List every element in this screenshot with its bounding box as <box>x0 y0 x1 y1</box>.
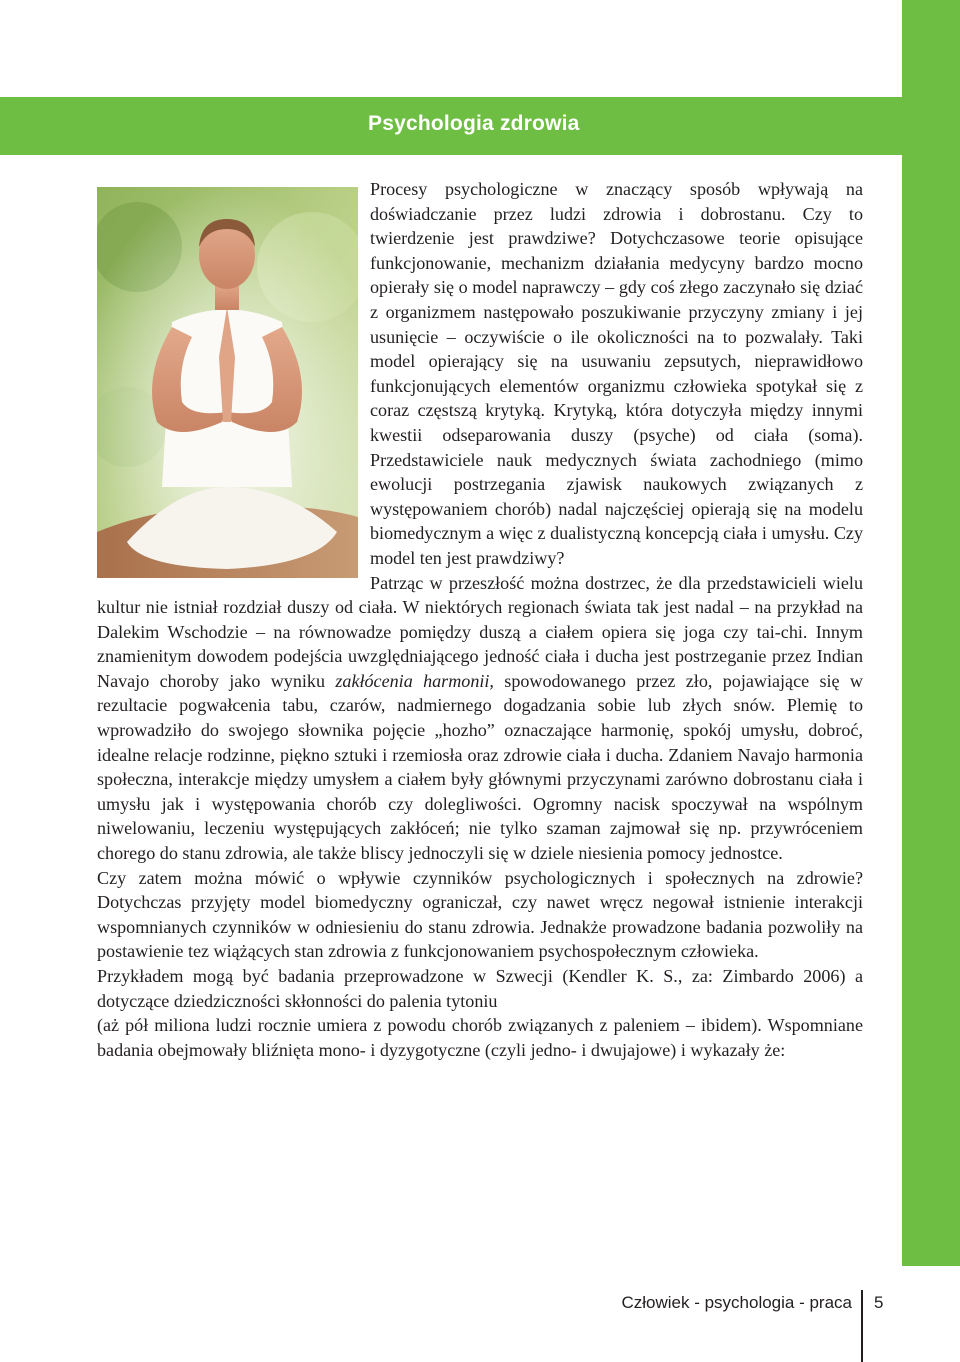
article-body <box>97 177 863 1062</box>
image-wrap-spacer <box>97 177 370 593</box>
paragraph-navajo <box>97 571 863 866</box>
paragraph-biomedical: Czy zatem można mówić o wpływie czynników psychologicznych i społecznych na zdrowie? Dotychczas przyjęty model biomedyczny ograniczał, czy nawet wręcz negował istnienie interakcji wspomnianych czynników w odniesieniu do stanu zdrowia. Jednakże prowadzone badania pozwoliły na postawienie tez wiążących stan zdrowia z funkcjonowaniem psychospołecznym człowieka. <box>97 867 863 962</box>
paragraph-twins: (aż pół miliona ludzi rocznie umiera z powodu chorób związanych z paleniem – ibidem). Wspomniane badania obejmowały bliźnięta mono- i dyzygotyczne (czyli jedno- i dwujajowe) i wykazały że: <box>97 1015 863 1060</box>
paragraph-example: Przykładem mogą być badania przeprowadzone w Szwecji (Kendler K. S., za: Zimbardo 2006) a dotyczące dziedziczności skłonności do palenia tytoniu <box>97 966 863 1011</box>
footer-divider <box>861 1290 863 1362</box>
running-footer-title: Człowiek - psychologia - praca <box>621 1293 852 1312</box>
page-number: 5 <box>874 1293 884 1312</box>
italic-term: zakłócenia harmonii, <box>335 670 494 691</box>
section-title: Psychologia zdrowia <box>368 112 580 135</box>
paragraph-navajo-part1: Patrząc w przeszłość można dostrzec, że dla przedstawicieli wielu kultur nie istniał rozdział duszy od ciała. W niektórych regionach świata tak jest nadal – na przykład na Dalekim Wschodzie – na równowadze pomiędzy duszą a ciałem opiera się joga czy tai-chi. Innym znamienitym dowodem podejścia uwzględniającego jedność ciała i ducha jest postrzeganie przez Indian Navajo choroby jako wyniku <box>97 572 863 691</box>
paragraph-navajo-part2: spowodowanego przez zło, pojawiające się w rezultacie pogwałcenia tabu, czarów, nadmiernego dogadzania sobie lub złych snów. Plemię to wprowadziło do swojego słownika pojęcie „hozho” oznaczające harmonię, spokój umysłu, dobroć, idealne relacje rodzinne, piękno sztuki i rzemiosła oraz zdrowie ciała i ducha. Zdaniem Navajo harmonia społeczna, interakcje między umysłem a ciałem były głównymi przyczynami zarówno dobrostanu ciała i umysłu jak i występowania chorób czy dolegliwości. Ogromny nacisk spoczywał na wspólnym niwelowaniu, leczeniu występujących zakłóceń; nie tylko szaman zajmował się np. przywróceniem chorego do stanu zdrowia, ale także bliscy jednoczyli się w dziele niesienia pomocy jednostce. <box>97 670 863 864</box>
section-header-band <box>0 97 902 155</box>
side-accent-bar <box>902 0 960 1266</box>
paragraph-intro: Procesy psychologiczne w znaczący sposób wpływają na doświadczanie przez ludzi zdrowia i dobrostanu. Czy to twierdzenie jest prawdziwe? Dotychczasowe teorie opisujące funkcjonowanie, mechanizm działania medycyny bardzo mocno opierały się o model naprawczy – gdy coś złego zaczynało się dziać z organizmem następowało poszukiwanie przyczyny zmiany i jej usunięcie – oczywiście o ile okoliczności na to pozwalały. Taki model opierający się na usuwaniu zepsutych, nieprawidłowo funkcjonujących elementów organizmu człowieka spotykał się z coraz częstszą krytyką. Krytyką, która dotyczyła między innymi kwestii odseparowania duszy (psyche) od ciała (soma). Przedstawiciele nauk medycznych świata zachodniego (mimo ewolucji postrzegania zjawisk naukowych związanych z występowaniem chorób) nadal najczęściej opierają się na modelu biomedycznym a więc z dualistyczną koncepcją ciała i umysłu. Czy model ten jest prawdziwy? <box>370 179 863 568</box>
